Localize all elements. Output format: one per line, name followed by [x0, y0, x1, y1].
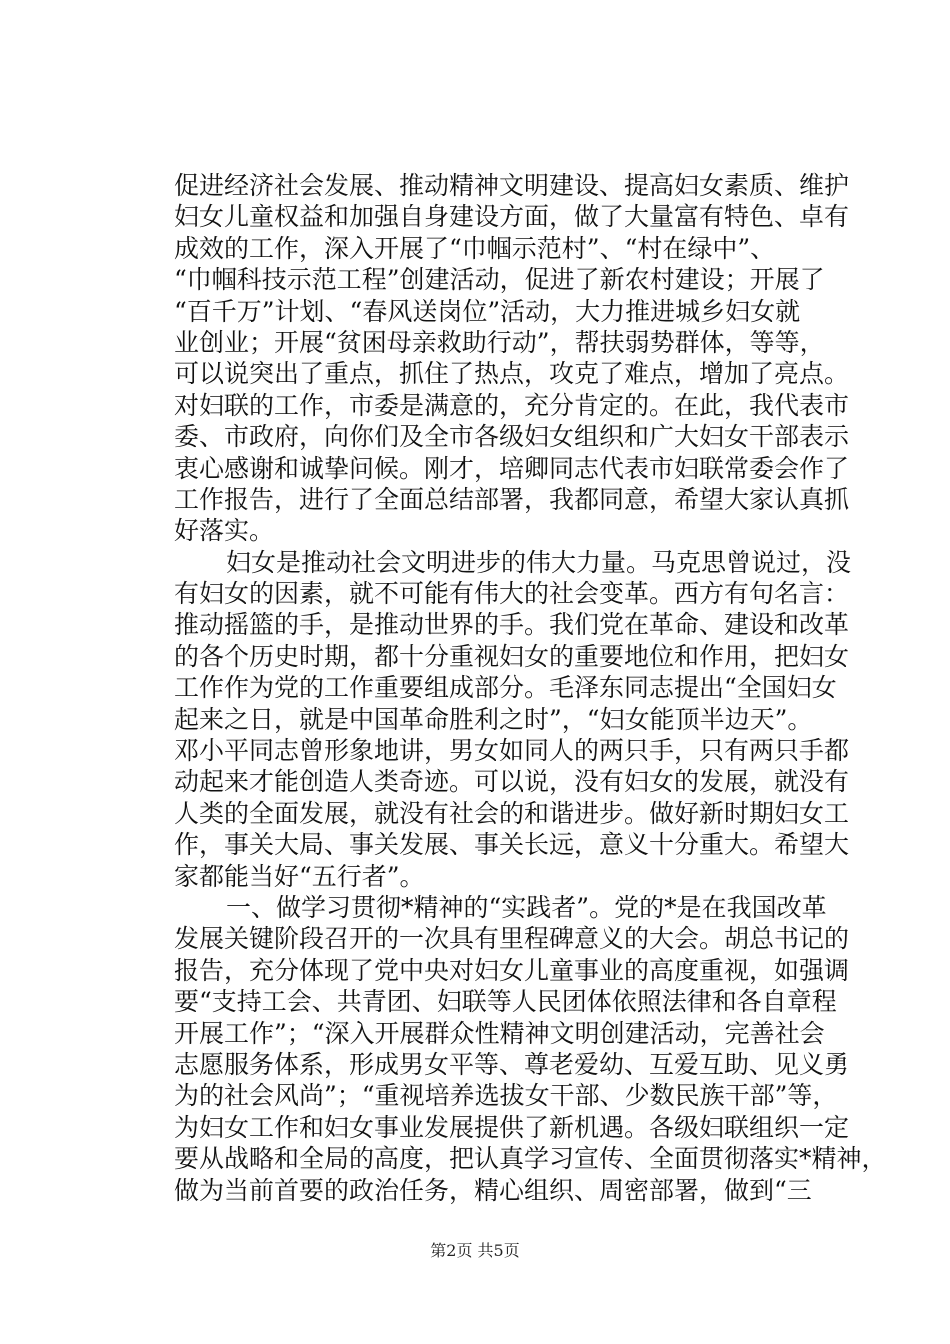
text-line: 促进经济社会发展、推动精神文明建设、提高妇女素质、维护	[174, 171, 850, 200]
text-line: 人类的全面发展，就没有社会的和谐进步。做好新时期妇女工	[174, 798, 850, 828]
text-line: 衷心感谢和诚挚问候。刚才，培卿同志代表市妇联常委会作了	[174, 453, 850, 483]
text-line: 邓小平同志曾形象地讲，男女如同人的两只手，只有两只手都	[174, 736, 850, 766]
text-line: 开展工作”；“深入开展群众性精神文明创建活动，完善社会	[174, 1018, 825, 1048]
text-line: 对妇联的工作，市委是满意的，充分肯定的。在此，我代表市	[174, 390, 850, 420]
text-line: “巾帼科技示范工程”创建活动，促进了新农村建设；开展了	[174, 265, 825, 295]
page-footer: 第2页 共5页	[430, 1241, 520, 1260]
text-line: 业创业；开展“贫困母亲救助行动”，帮扶弱势群体，等等，	[174, 327, 825, 357]
text-line: 志愿服务体系，形成男女平等、尊老爱幼、互爱互助、见义勇	[174, 1049, 850, 1079]
paragraph-first-line: 一、做学习贯彻*精神的“实践者”。党的*是在我国改革	[226, 892, 827, 922]
text-line: 工作报告，进行了全面总结部署，我都同意，希望大家认真抓	[174, 484, 850, 514]
text-line: 推动摇篮的手，是推动世界的手。我们党在革命、建设和改革	[174, 610, 850, 640]
text-line: 委、市政府，向你们及全市各级妇女组织和广大妇女干部表示	[174, 422, 850, 452]
text-line: 妇女儿童权益和加强自身建设方面，做了大量富有特色、卓有	[174, 202, 850, 232]
text-line: 作，事关大局、事关发展、事关长远，意义十分重大。希望大	[174, 830, 850, 860]
text-line: 成效的工作，深入开展了“巾帼示范村”、“村在绿中”、	[174, 233, 776, 263]
text-line: 家都能当好“五行者”。	[174, 861, 425, 891]
text-line: 发展关键阶段召开的一次具有里程碑意义的大会。胡总书记的	[174, 924, 850, 954]
text-line: 有妇女的因素，就不可能有伟大的社会变革。西方有句名言：	[174, 579, 850, 609]
text-line: 工作作为党的工作重要组成部分。毛泽东同志提出“全国妇女	[174, 673, 837, 703]
text-line: 的各个历史时期，都十分重视妇女的重要地位和作用，把妇女	[174, 641, 850, 671]
text-line: 做为当前首要的政治任务，精心组织、周密部署，做到“三	[174, 1175, 812, 1205]
text-line: 好落实。	[174, 516, 275, 546]
text-line: “百千万”计划、“春风送岗位”活动，大力推进城乡妇女就	[174, 296, 801, 326]
text-line: 起来之日，就是中国革命胜利之时”，“妇女能顶半边天”。	[174, 704, 813, 734]
text-line: 要从战略和全局的高度，把认真学习宣传、全面贯彻落实*精神，	[174, 1144, 887, 1174]
document-body	[174, 170, 887, 1206]
text-line: 动起来才能创造人类奇迹。可以说，没有妇女的发展，就没有	[174, 767, 850, 797]
text-line: 要“支持工会、共青团、妇联等人民团体依照法律和各自章程	[174, 987, 837, 1017]
text-line: 可以说突出了重点，抓住了热点，攻克了难点，增加了亮点。	[174, 359, 850, 389]
text-line: 报告，充分体现了党中央对妇女儿童事业的高度重视，如强调	[174, 955, 850, 985]
text-line: 为妇女工作和妇女事业发展提供了新机遇。各级妇联组织一定	[174, 1112, 850, 1142]
paragraph-first-line: 妇女是推动社会文明进步的伟大力量。马克思曾说过，没	[226, 547, 852, 577]
text-line: 为的社会风尚”；“重视培养选拔女干部、少数民族干部”等，	[174, 1081, 838, 1111]
